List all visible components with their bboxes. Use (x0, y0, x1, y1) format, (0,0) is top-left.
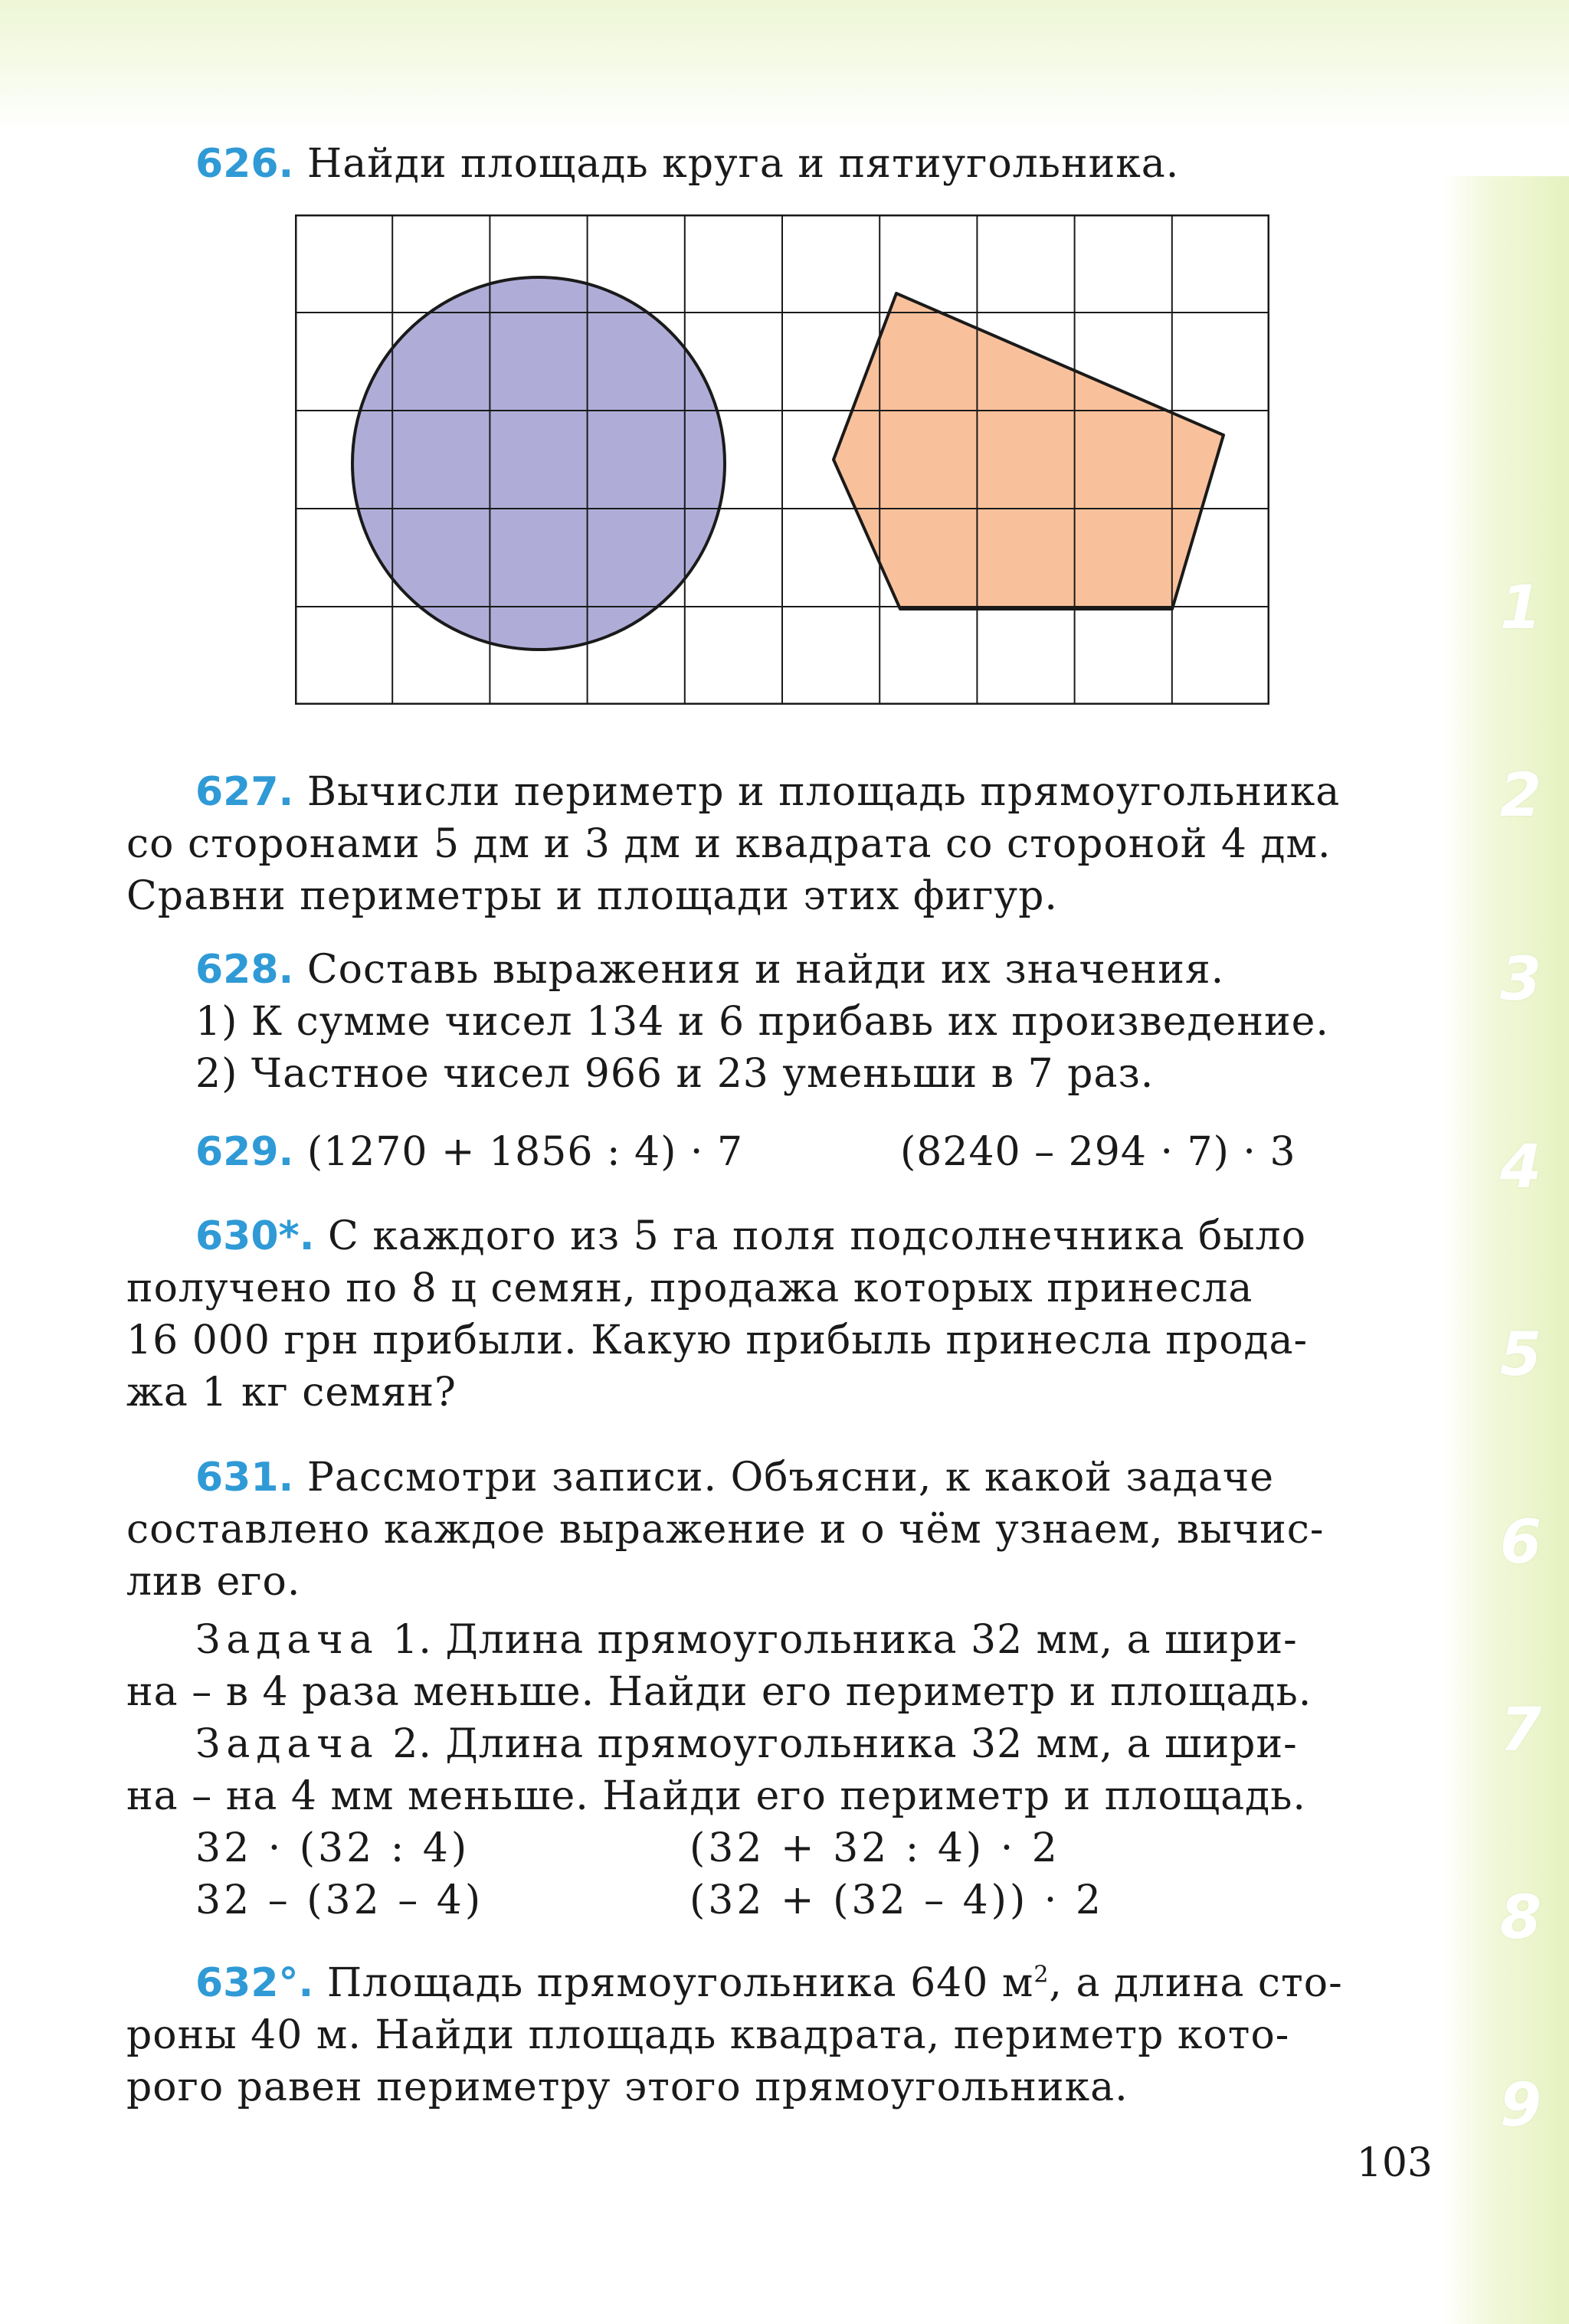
task-text-line: Составь выражения и найди их значения. (306, 947, 1225, 993)
superscript: 2 (1033, 1961, 1050, 1988)
task-text-line: на – на 4 мм меньше. Найди его периметр и площадь. (126, 1773, 1306, 1819)
task-627 (126, 766, 1433, 922)
task-628 (126, 944, 1433, 1100)
task-number: 627. (195, 769, 294, 815)
expression: (1270 + 1856 : 4) · 7 (306, 1129, 744, 1175)
task-number: 629. (195, 1129, 294, 1175)
task-text-line: составлено каждое выражение и о чём узнаем, вычис- (126, 1507, 1325, 1553)
task-text-line: Рассмотри записи. Объясни, к какой задаче (306, 1455, 1274, 1501)
expression: (8240 – 294 · 7) · 3 (900, 1129, 1296, 1175)
expression: 32 · (32 : 4) (195, 1825, 470, 1871)
task-631 (126, 1452, 1433, 1926)
task-text-line: Сравни периметры и площади этих фигур. (126, 873, 1058, 919)
task-text-line: С каждого из 5 га поля подсолнечника было (328, 1213, 1306, 1259)
expression: (32 + (32 – 4)) · 2 (690, 1877, 1104, 1923)
task-text-line: рого равен периметру этого прямоугольника. (126, 2064, 1128, 2110)
task-text-line: на – в 4 раза меньше. Найди его периметр и площадь. (126, 1669, 1312, 1715)
task-text-line: получено по 8 ц семян, продажа которых принесла (126, 1265, 1253, 1311)
problem-label: Задача (195, 1617, 379, 1663)
chapter-tab-6[interactable]: 6 (1499, 1508, 1542, 1577)
chapter-tab-8[interactable]: 8 (1499, 1884, 1542, 1952)
task-text-line: 2. Длина прямоугольника 32 мм, а шири- (392, 1721, 1298, 1767)
chapter-tab-3[interactable]: 3 (1499, 945, 1542, 1014)
top-band (0, 0, 1569, 130)
chapter-tab-9[interactable]: 9 (1499, 2071, 1542, 2140)
chapter-tab-1[interactable]: 1 (1499, 574, 1542, 643)
task-text-line: 16 000 грн прибыли. Какую прибыль принесла прода- (126, 1317, 1309, 1363)
task-number: 628. (195, 947, 294, 993)
task-item: 1) К сумме чисел 134 и 6 прибавь их произведение. (195, 999, 1329, 1045)
page-number: 103 (1356, 2140, 1433, 2186)
task-text-line: 1. Длина прямоугольника 32 мм, а шири- (392, 1617, 1298, 1663)
task-text-line: лив его. (126, 1559, 301, 1605)
task-text-line: роны 40 м. Найди площадь квадрата, периметр кото- (126, 2012, 1290, 2058)
task-number: 626. (195, 141, 294, 187)
expression: 32 – (32 – 4) (195, 1877, 484, 1923)
problem-label: Задача (195, 1721, 379, 1767)
task-629 (126, 1126, 1433, 1178)
task-number: 631. (195, 1455, 294, 1501)
task-text-line: Площадь прямоугольника 640 м (326, 1960, 1034, 2006)
task-number: 630*. (195, 1213, 315, 1259)
chapter-tab-4[interactable]: 4 (1499, 1133, 1542, 1202)
expression: (32 + 32 : 4) · 2 (690, 1825, 1060, 1871)
grid-figure (295, 214, 1269, 705)
task-632 (126, 1957, 1433, 2113)
chapter-side-strip (1444, 176, 1569, 2324)
task-text-line: жа 1 кг семян? (126, 1370, 457, 1416)
chapter-tab-2[interactable]: 2 (1499, 761, 1542, 830)
task-626 (126, 138, 1433, 190)
task-text-line: , а длина сто- (1049, 1960, 1343, 2006)
chapter-tab-5[interactable]: 5 (1499, 1321, 1542, 1389)
task-text: Найди площадь круга и пятиугольника. (306, 141, 1180, 187)
circle-shape (352, 277, 725, 650)
task-text-line: со сторонами 5 дм и 3 дм и квадрата со стороной 4 дм. (126, 821, 1332, 867)
task-item: 2) Частное чисел 966 и 23 уменьши в 7 раз. (195, 1051, 1155, 1097)
task-number: 632°. (195, 1960, 314, 2006)
task-630 (126, 1210, 1433, 1419)
task-text-line: Вычисли периметр и площадь прямоугольника (306, 769, 1341, 815)
chapter-tab-7[interactable]: 7 (1499, 1696, 1542, 1765)
